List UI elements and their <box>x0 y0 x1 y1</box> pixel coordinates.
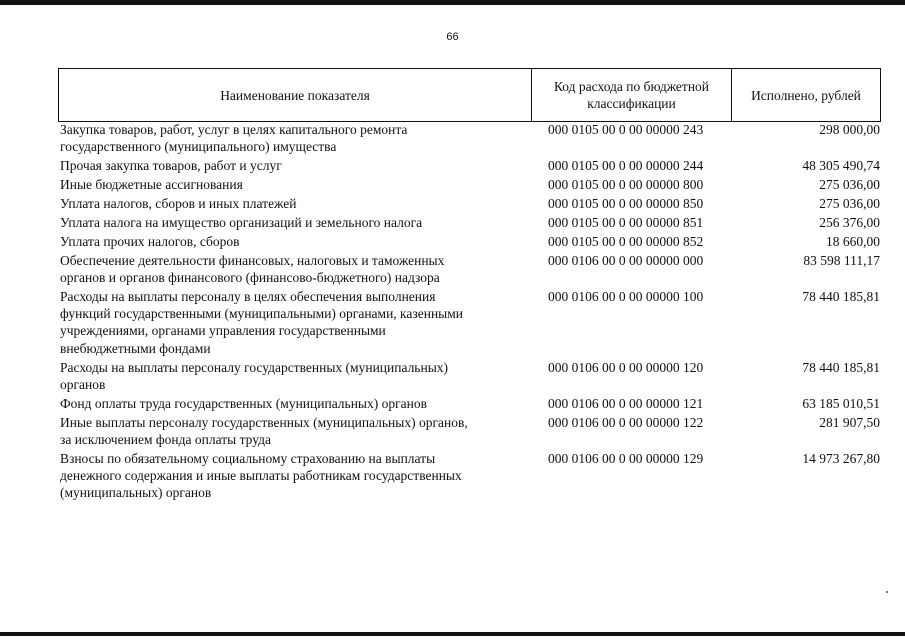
row-code: 000 0106 00 0 00 00000 122 <box>548 414 704 430</box>
row-amount: 78 440 185,81 <box>802 359 880 375</box>
scan-border-top <box>0 0 905 5</box>
row-code: 000 0105 00 0 00 00000 243 <box>548 122 704 137</box>
row-name: Обеспечение деятельности финансовых, налоговых и таможенных органов и органов финансового (финансово-бюджетного) надзора <box>60 252 445 285</box>
row-code: 000 0106 00 0 00 00000 129 <box>548 450 704 466</box>
table-row <box>60 157 882 174</box>
table-row <box>60 121 882 156</box>
row-name: Расходы на выплаты персоналу в целях обеспечения выполнения функций государственными (муниципальными) органами, казенными учреждениями, органами управления государственными внебюджетными фондами <box>60 288 464 356</box>
row-code: 000 0106 00 0 00 00000 000 <box>548 252 704 268</box>
row-code: 000 0106 00 0 00 00000 120 <box>548 359 704 375</box>
row-code: 000 0105 00 0 00 00000 850 <box>548 195 704 211</box>
row-name: Фонд оплаты труда государственных (муниципальных) органов <box>60 395 427 411</box>
row-code: 000 0105 00 0 00 00000 851 <box>548 214 704 230</box>
row-code: 000 0105 00 0 00 00000 852 <box>548 233 704 249</box>
row-amount: 18 660,00 <box>826 233 880 249</box>
row-code: 000 0105 00 0 00 00000 244 <box>548 158 704 174</box>
row-name: Уплата налогов, сборов и иных платежей <box>60 195 297 211</box>
table-row <box>60 252 882 287</box>
row-name: Уплата налога на имущество организаций и земельного налога <box>60 214 423 230</box>
table-row <box>60 450 882 502</box>
table-header <box>58 68 881 122</box>
table-row <box>60 176 882 193</box>
row-code: 000 0105 00 0 00 00000 800 <box>548 177 704 193</box>
row-name: Закупка товаров, работ, услуг в целях капитального ремонта государственного (муниципального) имущества <box>60 122 408 155</box>
table-row <box>60 414 882 449</box>
row-name: Взносы по обязательному социальному страхованию на выплаты денежного содержания и иные выплаты работникам государственных (муниципальных) органов <box>60 450 462 501</box>
row-name: Иные выплаты персоналу государственных (муниципальных) органов, за исключением фонда оплаты труда <box>60 414 468 447</box>
table-row <box>60 195 882 212</box>
row-amount: 275 036,00 <box>819 195 880 211</box>
table-row <box>60 359 882 394</box>
row-amount: 48 305 490,74 <box>802 158 880 174</box>
row-code: 000 0106 00 0 00 00000 121 <box>548 395 704 411</box>
scan-border-bottom <box>0 632 905 636</box>
table-row <box>60 288 882 357</box>
row-amount: 14 973 267,80 <box>802 450 880 466</box>
header-name: Наименование показателя <box>59 69 532 122</box>
row-name: Прочая закупка товаров, работ и услуг <box>60 158 282 174</box>
row-name: Иные бюджетные ассигнования <box>60 177 243 193</box>
table-row <box>60 395 882 412</box>
table-row <box>60 233 882 250</box>
row-amount: 298 000,00 <box>819 122 880 137</box>
page-number: 66 <box>446 31 459 43</box>
header-code: Код расхода по бюджетной классификации <box>532 69 732 122</box>
header-row <box>59 69 881 122</box>
row-code: 000 0106 00 0 00 00000 100 <box>548 288 704 304</box>
row-name: Расходы на выплаты персоналу государственных (муниципальных) органов <box>60 359 449 392</box>
row-amount: 275 036,00 <box>819 177 880 193</box>
row-amount: 256 376,00 <box>819 214 880 230</box>
header-amount: Исполнено, рублей <box>732 69 881 122</box>
row-amount: 63 185 010,51 <box>802 395 880 411</box>
row-amount: 83 598 111,17 <box>803 252 880 268</box>
scan-speck <box>886 591 888 593</box>
row-amount: 281 907,50 <box>819 414 880 430</box>
row-name: Уплата прочих налогов, сборов <box>60 233 240 249</box>
table-row <box>60 214 882 231</box>
table-body <box>60 121 882 503</box>
row-amount: 78 440 185,81 <box>802 288 880 304</box>
